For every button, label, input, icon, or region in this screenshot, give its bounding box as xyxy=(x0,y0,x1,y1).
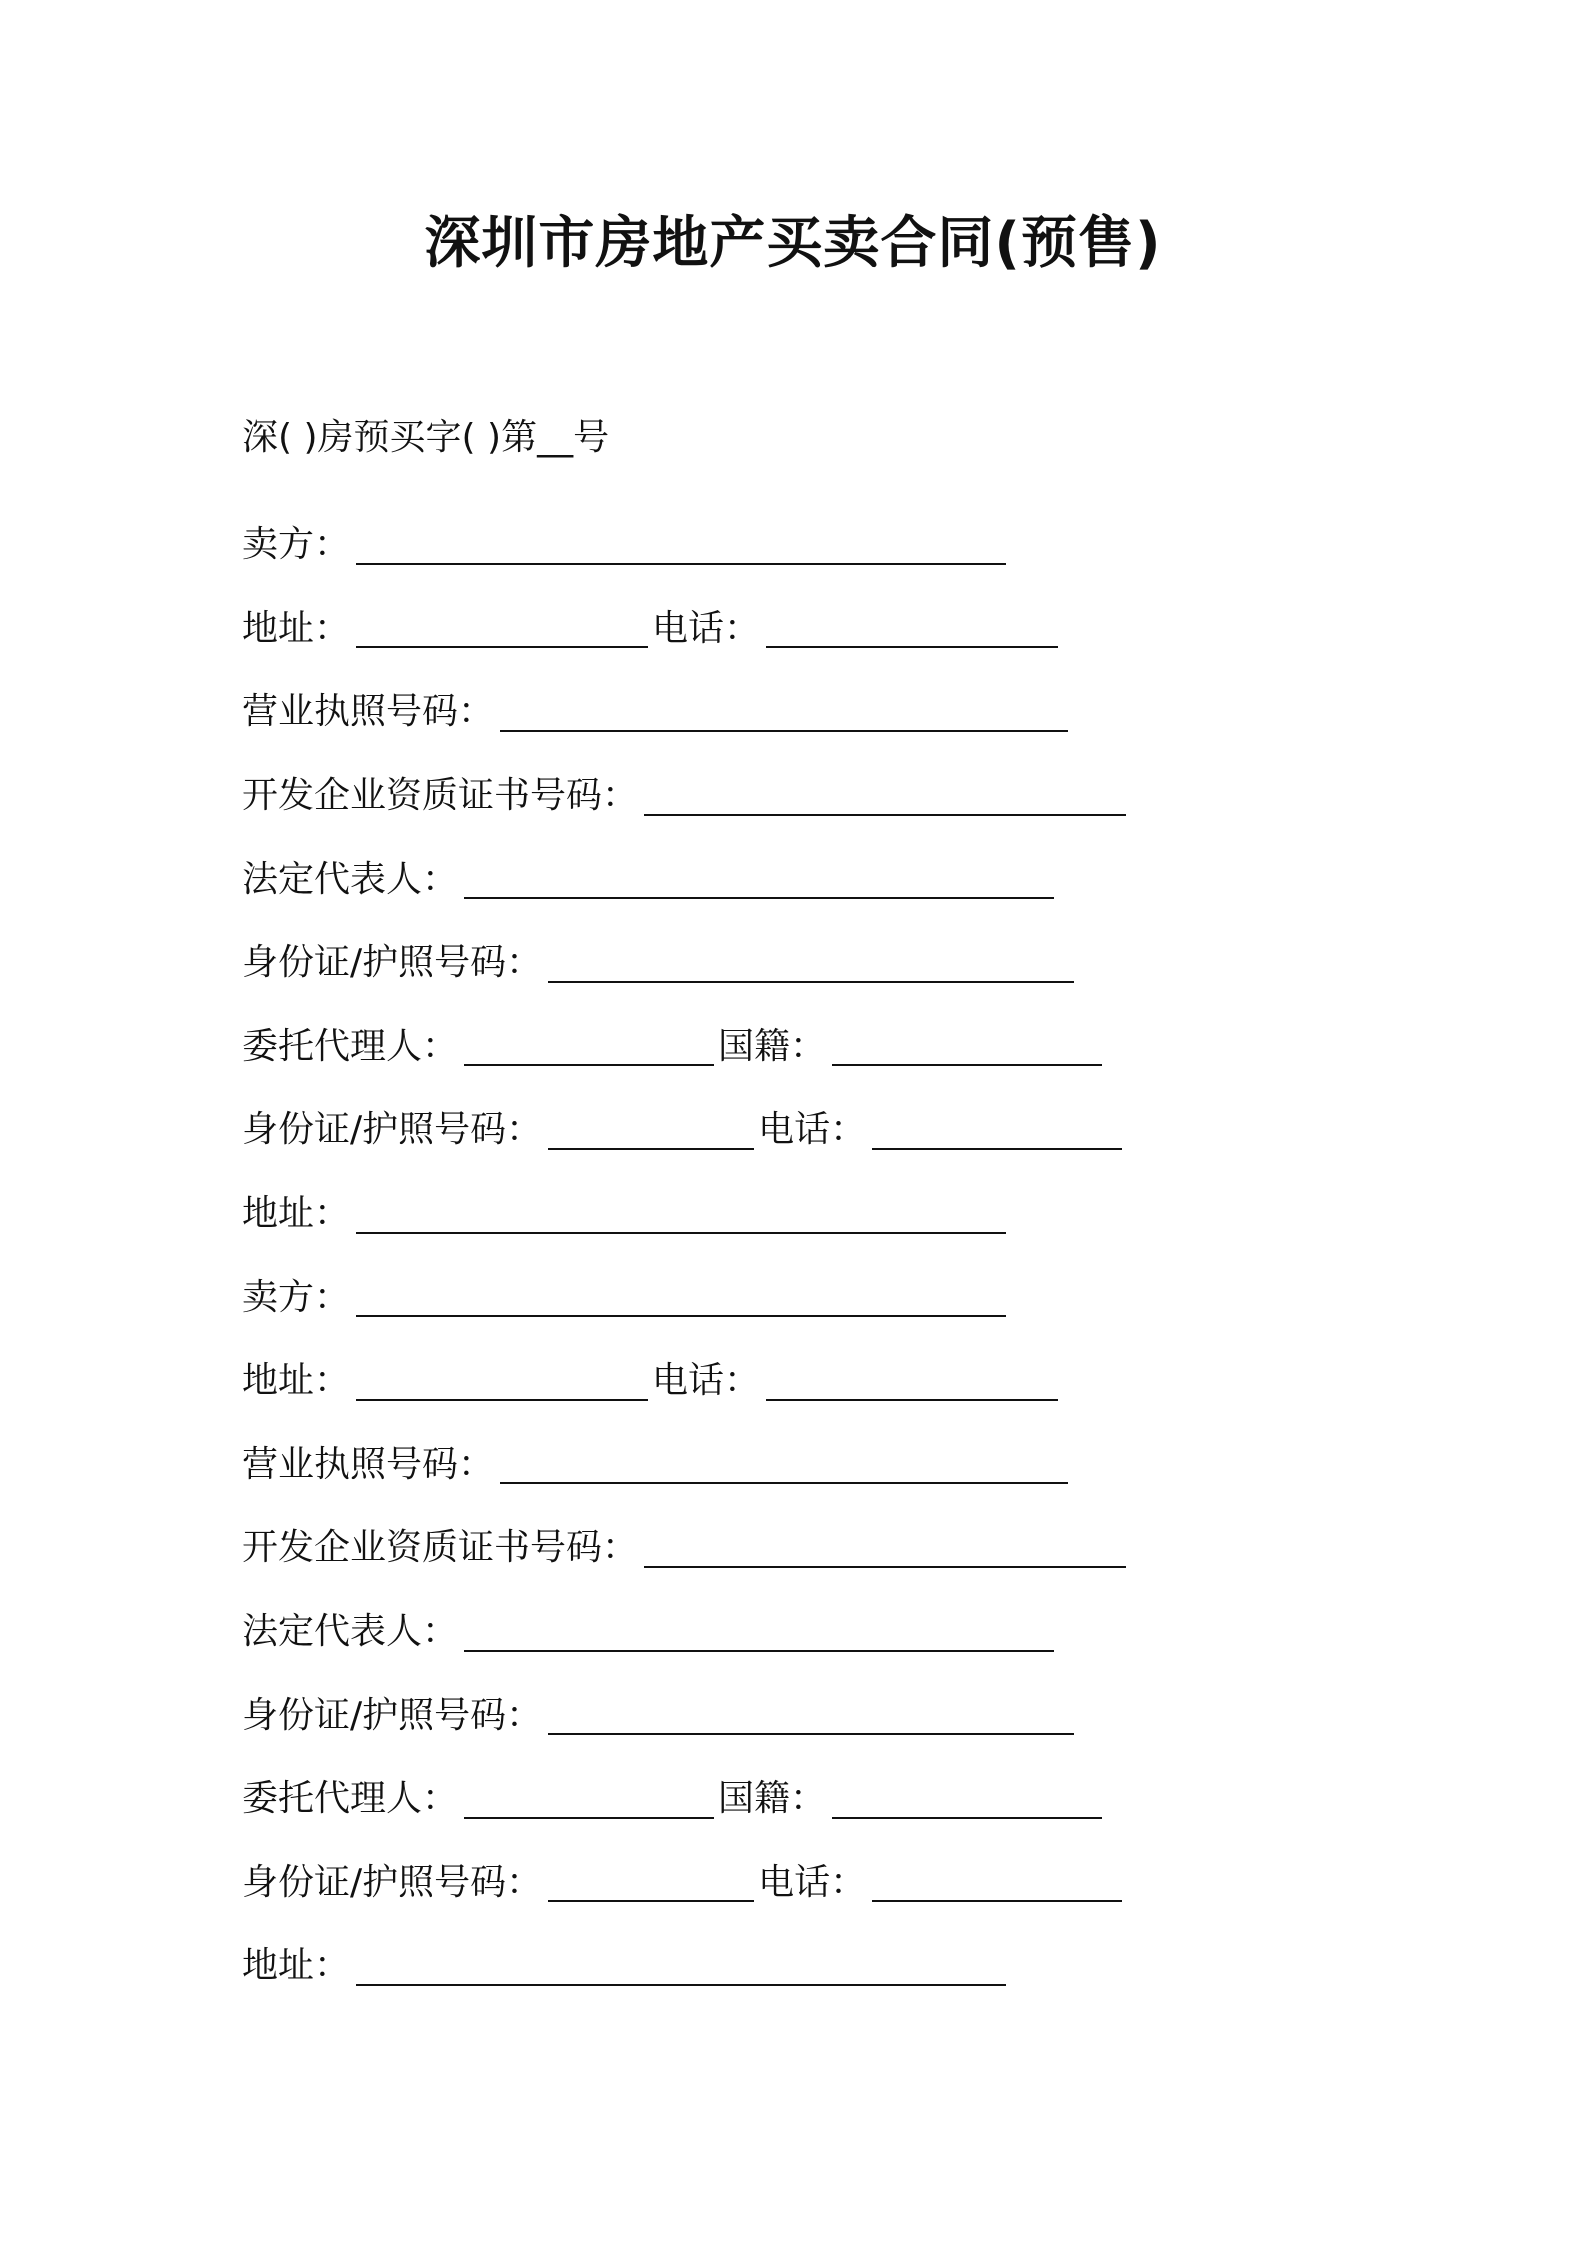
agent-id-blank[interactable] xyxy=(548,1864,754,1902)
business-license-label: 营业执照号码： xyxy=(242,691,495,733)
qualification-cert-label: 开发企业资质证书号码： xyxy=(242,775,639,817)
agent-address-label: 地址： xyxy=(242,1193,351,1235)
business-license-label: 营业执照号码： xyxy=(242,1443,495,1485)
seller-blank[interactable] xyxy=(356,527,1006,565)
party-info-section xyxy=(242,500,1392,2005)
agent-nationality-row xyxy=(242,1754,1392,1838)
agent-phone-blank[interactable] xyxy=(872,1864,1122,1902)
agent-address-blank[interactable] xyxy=(356,1948,1006,1986)
address-blank[interactable] xyxy=(356,1363,648,1401)
id-passport-label: 身份证/护照号码： xyxy=(242,1694,543,1736)
agent-label: 委托代理人： xyxy=(242,1778,459,1820)
agent-label: 委托代理人： xyxy=(242,1025,459,1067)
agent-nationality-row xyxy=(242,1002,1392,1086)
legal-rep-label: 法定代表人： xyxy=(242,858,459,900)
phone-blank[interactable] xyxy=(766,1363,1058,1401)
qualification-cert-row xyxy=(242,1503,1392,1587)
qualification-cert-blank[interactable] xyxy=(644,778,1126,816)
business-license-blank[interactable] xyxy=(500,1446,1068,1484)
seller-label: 卖方： xyxy=(242,1276,351,1318)
agent-id-label: 身份证/护照号码： xyxy=(242,1861,543,1903)
address-label: 地址： xyxy=(242,1360,351,1402)
document-title: 深圳市房地产买卖合同(预售) xyxy=(424,211,1162,276)
address-blank[interactable] xyxy=(356,610,648,648)
qualification-cert-label: 开发企业资质证书号码： xyxy=(242,1527,639,1569)
id-passport-row xyxy=(242,918,1392,1002)
address-label: 地址： xyxy=(242,607,351,649)
legal-rep-label: 法定代表人： xyxy=(242,1611,459,1653)
phone-blank[interactable] xyxy=(766,610,1058,648)
agent-blank[interactable] xyxy=(464,1028,714,1066)
agent-address-row xyxy=(242,1169,1392,1253)
agent-phone-label: 电话： xyxy=(758,1109,867,1151)
agent-blank[interactable] xyxy=(464,1781,714,1819)
legal-rep-row xyxy=(242,1587,1392,1671)
seller-address-phone-row xyxy=(242,584,1392,668)
agent-phone-blank[interactable] xyxy=(872,1112,1122,1150)
seller-label: 卖方： xyxy=(242,524,351,566)
phone-label: 电话： xyxy=(652,607,761,649)
business-license-blank[interactable] xyxy=(500,694,1068,732)
agent-phone-label: 电话： xyxy=(758,1861,867,1903)
nationality-label: 国籍： xyxy=(718,1778,827,1820)
qualification-cert-blank[interactable] xyxy=(644,1530,1126,1568)
nationality-blank[interactable] xyxy=(832,1781,1102,1819)
seller-blank[interactable] xyxy=(356,1279,1006,1317)
id-passport-blank[interactable] xyxy=(548,1697,1074,1735)
phone-label: 电话： xyxy=(652,1360,761,1402)
id-passport-label: 身份证/护照号码： xyxy=(242,942,543,984)
agent-address-row xyxy=(242,1921,1392,2005)
business-license-row xyxy=(242,1420,1392,1504)
document-number: 深( )房预买字( )第__号 xyxy=(242,417,610,458)
qualification-cert-row xyxy=(242,751,1392,835)
nationality-blank[interactable] xyxy=(832,1028,1102,1066)
business-license-row xyxy=(242,667,1392,751)
id-passport-blank[interactable] xyxy=(548,945,1074,983)
legal-rep-blank[interactable] xyxy=(464,861,1054,899)
agent-id-label: 身份证/护照号码： xyxy=(242,1109,543,1151)
seller-name-row xyxy=(242,1252,1392,1336)
nationality-label: 国籍： xyxy=(718,1025,827,1067)
agent-id-blank[interactable] xyxy=(548,1112,754,1150)
agent-address-label: 地址： xyxy=(242,1945,351,1987)
seller-address-phone-row xyxy=(242,1336,1392,1420)
legal-rep-row xyxy=(242,834,1392,918)
agent-address-blank[interactable] xyxy=(356,1196,1006,1234)
legal-rep-blank[interactable] xyxy=(464,1614,1054,1652)
seller-name-row xyxy=(242,500,1392,584)
agent-id-phone-row xyxy=(242,1085,1392,1169)
agent-id-phone-row xyxy=(242,1838,1392,1922)
id-passport-row xyxy=(242,1670,1392,1754)
